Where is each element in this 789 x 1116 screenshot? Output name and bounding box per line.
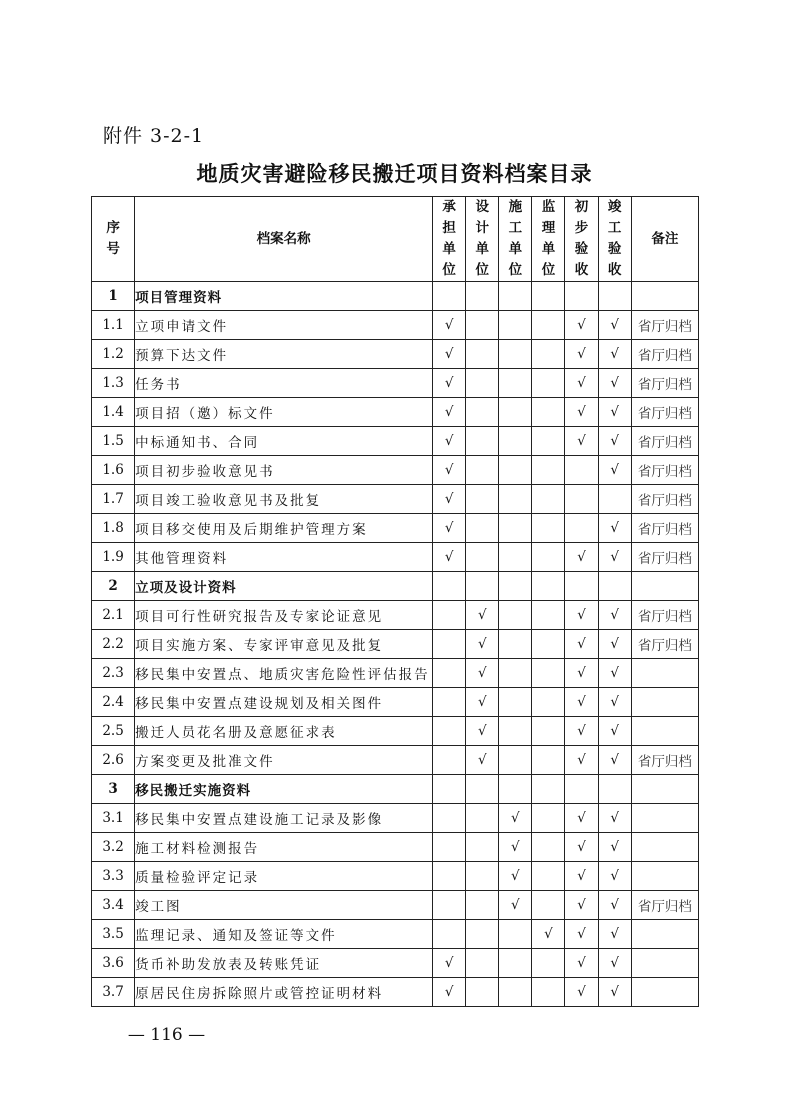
- check-cell: √: [565, 949, 598, 978]
- check-cell: √: [565, 601, 598, 630]
- archive-name: 项目移交使用及后期维护管理方案: [135, 514, 433, 543]
- archive-name: 原居民住房拆除照片或管控证明材料: [135, 978, 433, 1007]
- check-cell: [499, 369, 532, 398]
- check-cell: [433, 862, 466, 891]
- attachment-label: 附件 3-2-1: [103, 125, 205, 147]
- document-title: 地质灾害避险移民搬迁项目资料档案目录: [196, 161, 593, 186]
- check-cell: √: [598, 978, 631, 1007]
- note-cell: 省厅归档: [631, 601, 698, 630]
- row-number: 1.8: [92, 514, 135, 543]
- check-cell: √: [598, 862, 631, 891]
- archive-name: 项目实施方案、专家评审意见及批复: [135, 630, 433, 659]
- check-cell: √: [499, 833, 532, 862]
- check-cell: √: [598, 311, 631, 340]
- check-cell: √: [565, 340, 598, 369]
- row-number: 1.7: [92, 485, 135, 514]
- archive-name: 项目初步验收意见书: [135, 456, 433, 485]
- archive-name: 预算下达文件: [135, 340, 433, 369]
- check-cell: [466, 427, 499, 456]
- check-cell: [499, 949, 532, 978]
- section-row: [92, 282, 699, 311]
- check-cell: [532, 572, 565, 601]
- check-cell: [565, 485, 598, 514]
- row-number: 2.5: [92, 717, 135, 746]
- table-row: [92, 311, 699, 340]
- check-cell: [433, 282, 466, 311]
- check-cell: [466, 456, 499, 485]
- section-row: [92, 572, 699, 601]
- header-construction-unit: 施工单位: [499, 197, 532, 282]
- check-cell: √: [532, 920, 565, 949]
- check-cell: [499, 340, 532, 369]
- check-cell: √: [466, 717, 499, 746]
- table-row: [92, 804, 699, 833]
- check-cell: √: [598, 920, 631, 949]
- archive-name: 中标通知书、合同: [135, 427, 433, 456]
- check-cell: [532, 427, 565, 456]
- note-cell: 省厅归档: [631, 543, 698, 572]
- table-row: [92, 601, 699, 630]
- archive-name: 搬迁人员花名册及意愿征求表: [135, 717, 433, 746]
- check-cell: √: [565, 804, 598, 833]
- check-cell: [466, 978, 499, 1007]
- check-cell: √: [565, 543, 598, 572]
- check-cell: [532, 543, 565, 572]
- check-cell: √: [565, 746, 598, 775]
- check-cell: √: [433, 427, 466, 456]
- check-cell: √: [598, 949, 631, 978]
- table-row: [92, 688, 699, 717]
- check-cell: √: [565, 833, 598, 862]
- header-supervision-unit: 监理单位: [532, 197, 565, 282]
- note-cell: 省厅归档: [631, 485, 698, 514]
- check-cell: √: [499, 862, 532, 891]
- check-cell: √: [499, 804, 532, 833]
- check-cell: √: [598, 746, 631, 775]
- check-cell: √: [598, 717, 631, 746]
- archive-name: 项目招（邀）标文件: [135, 398, 433, 427]
- check-cell: [499, 282, 532, 311]
- check-cell: [466, 282, 499, 311]
- check-cell: [532, 978, 565, 1007]
- check-cell: [499, 920, 532, 949]
- row-number: 3.4: [92, 891, 135, 920]
- row-number: 3.6: [92, 949, 135, 978]
- check-cell: √: [598, 427, 631, 456]
- archive-name: 货币补助发放表及转账凭证: [135, 949, 433, 978]
- check-cell: √: [433, 543, 466, 572]
- archive-name: 监理记录、通知及签证等文件: [135, 920, 433, 949]
- note-cell: [631, 572, 698, 601]
- table-row: [92, 833, 699, 862]
- archive-name: 方案变更及批准文件: [135, 746, 433, 775]
- check-cell: [466, 862, 499, 891]
- archive-name: 移民集中安置点、地质灾害危险性评估报告: [135, 659, 433, 688]
- check-cell: [466, 572, 499, 601]
- row-number: 2.1: [92, 601, 135, 630]
- note-cell: [631, 949, 698, 978]
- check-cell: [499, 398, 532, 427]
- archive-name: 任务书: [135, 369, 433, 398]
- archive-name: 质量检验评定记录: [135, 862, 433, 891]
- note-cell: [631, 978, 698, 1007]
- note-cell: [631, 833, 698, 862]
- table-row: [92, 920, 699, 949]
- archive-name: 移民集中安置点建设规划及相关图件: [135, 688, 433, 717]
- check-cell: [433, 775, 466, 804]
- check-cell: [532, 804, 565, 833]
- check-cell: √: [598, 543, 631, 572]
- check-cell: [499, 717, 532, 746]
- check-cell: [532, 775, 565, 804]
- check-cell: √: [433, 369, 466, 398]
- table-row: [92, 862, 699, 891]
- check-cell: [532, 485, 565, 514]
- header-preliminary-acceptance: 初步验收: [565, 197, 598, 282]
- section-row: [92, 775, 699, 804]
- header-name: 档案名称: [135, 197, 433, 282]
- table-row: [92, 369, 699, 398]
- table-row: [92, 891, 699, 920]
- check-cell: [466, 398, 499, 427]
- check-cell: [433, 920, 466, 949]
- note-cell: [631, 688, 698, 717]
- check-cell: √: [598, 340, 631, 369]
- check-cell: [598, 775, 631, 804]
- check-cell: √: [598, 398, 631, 427]
- check-cell: [532, 949, 565, 978]
- check-cell: √: [565, 891, 598, 920]
- check-cell: √: [565, 659, 598, 688]
- check-cell: [499, 601, 532, 630]
- row-number: 1.1: [92, 311, 135, 340]
- check-cell: [532, 862, 565, 891]
- check-cell: [466, 949, 499, 978]
- note-cell: 省厅归档: [631, 427, 698, 456]
- check-cell: [466, 543, 499, 572]
- check-cell: √: [433, 978, 466, 1007]
- table-row: [92, 630, 699, 659]
- check-cell: [532, 340, 565, 369]
- note-cell: [631, 920, 698, 949]
- archive-name: 移民集中安置点建设施工记录及影像: [135, 804, 433, 833]
- check-cell: [565, 514, 598, 543]
- check-cell: [466, 804, 499, 833]
- note-cell: [631, 862, 698, 891]
- row-number: 1.9: [92, 543, 135, 572]
- table-row: [92, 659, 699, 688]
- check-cell: √: [565, 398, 598, 427]
- row-number: 1.6: [92, 456, 135, 485]
- check-cell: [433, 746, 466, 775]
- check-cell: [532, 630, 565, 659]
- check-cell: [466, 311, 499, 340]
- note-cell: 省厅归档: [631, 398, 698, 427]
- check-cell: √: [565, 978, 598, 1007]
- check-cell: [499, 572, 532, 601]
- table-row: [92, 398, 699, 427]
- check-cell: √: [466, 630, 499, 659]
- check-cell: √: [598, 456, 631, 485]
- check-cell: √: [598, 369, 631, 398]
- table-row: [92, 340, 699, 369]
- check-cell: [532, 282, 565, 311]
- check-cell: [499, 485, 532, 514]
- section-title: 项目管理资料: [135, 282, 433, 311]
- check-cell: [433, 833, 466, 862]
- check-cell: √: [598, 514, 631, 543]
- check-cell: √: [598, 891, 631, 920]
- row-number: 2: [92, 572, 135, 601]
- check-cell: √: [598, 688, 631, 717]
- check-cell: [532, 514, 565, 543]
- check-cell: √: [466, 659, 499, 688]
- check-cell: [532, 311, 565, 340]
- check-cell: [499, 543, 532, 572]
- row-number: 3.3: [92, 862, 135, 891]
- check-cell: [598, 282, 631, 311]
- table-row: [92, 427, 699, 456]
- check-cell: [433, 659, 466, 688]
- header-note: 备注: [631, 197, 698, 282]
- check-cell: [532, 659, 565, 688]
- header-undertaking-unit: 承担单位: [433, 197, 466, 282]
- check-cell: [466, 920, 499, 949]
- row-number: 3.5: [92, 920, 135, 949]
- row-number: 1.2: [92, 340, 135, 369]
- check-cell: [466, 775, 499, 804]
- check-cell: √: [598, 601, 631, 630]
- table-row: [92, 949, 699, 978]
- check-cell: [466, 340, 499, 369]
- row-number: 1.5: [92, 427, 135, 456]
- note-cell: 省厅归档: [631, 891, 698, 920]
- check-cell: [433, 717, 466, 746]
- archive-name: 施工材料检测报告: [135, 833, 433, 862]
- check-cell: √: [565, 717, 598, 746]
- check-cell: √: [565, 862, 598, 891]
- check-cell: √: [433, 398, 466, 427]
- check-cell: [532, 833, 565, 862]
- check-cell: [499, 456, 532, 485]
- table-row: [92, 978, 699, 1007]
- check-cell: √: [565, 920, 598, 949]
- check-cell: [466, 891, 499, 920]
- check-cell: [598, 572, 631, 601]
- note-cell: 省厅归档: [631, 369, 698, 398]
- table-row: [92, 746, 699, 775]
- row-number: 1: [92, 282, 135, 311]
- archive-name: 竣工图: [135, 891, 433, 920]
- check-cell: √: [466, 601, 499, 630]
- check-cell: √: [598, 630, 631, 659]
- check-cell: [433, 572, 466, 601]
- check-cell: [466, 833, 499, 862]
- row-number: 1.3: [92, 369, 135, 398]
- check-cell: [466, 485, 499, 514]
- row-number: 3.2: [92, 833, 135, 862]
- note-cell: [631, 659, 698, 688]
- archive-name: 项目可行性研究报告及专家论证意见: [135, 601, 433, 630]
- row-number: 2.4: [92, 688, 135, 717]
- note-cell: 省厅归档: [631, 340, 698, 369]
- check-cell: √: [565, 688, 598, 717]
- note-cell: 省厅归档: [631, 630, 698, 659]
- check-cell: √: [598, 659, 631, 688]
- note-cell: [631, 804, 698, 833]
- check-cell: √: [433, 340, 466, 369]
- row-number: 2.3: [92, 659, 135, 688]
- header-design-unit: 设计单位: [466, 197, 499, 282]
- check-cell: √: [565, 427, 598, 456]
- check-cell: [499, 746, 532, 775]
- note-cell: [631, 775, 698, 804]
- table-row: [92, 717, 699, 746]
- check-cell: √: [565, 630, 598, 659]
- row-number: 3.7: [92, 978, 135, 1007]
- table-row: [92, 514, 699, 543]
- header-completion-acceptance: 竣工验收: [598, 197, 631, 282]
- header-seq: 序号: [92, 197, 135, 282]
- note-cell: 省厅归档: [631, 746, 698, 775]
- archive-name: 其他管理资料: [135, 543, 433, 572]
- check-cell: [565, 572, 598, 601]
- check-cell: [532, 746, 565, 775]
- archive-name: 立项申请文件: [135, 311, 433, 340]
- check-cell: [565, 775, 598, 804]
- check-cell: [499, 659, 532, 688]
- archive-catalog-table: [91, 196, 699, 1007]
- check-cell: [433, 804, 466, 833]
- row-number: 3: [92, 775, 135, 804]
- check-cell: [466, 514, 499, 543]
- check-cell: [532, 717, 565, 746]
- row-number: 2.6: [92, 746, 135, 775]
- row-number: 3.1: [92, 804, 135, 833]
- note-cell: 省厅归档: [631, 514, 698, 543]
- note-cell: [631, 282, 698, 311]
- check-cell: [433, 891, 466, 920]
- table-row: [92, 456, 699, 485]
- check-cell: [565, 282, 598, 311]
- check-cell: [565, 456, 598, 485]
- check-cell: [532, 688, 565, 717]
- row-number: 1.4: [92, 398, 135, 427]
- note-cell: 省厅归档: [631, 456, 698, 485]
- check-cell: [499, 775, 532, 804]
- check-cell: √: [433, 311, 466, 340]
- check-cell: [499, 630, 532, 659]
- check-cell: √: [565, 369, 598, 398]
- note-cell: 省厅归档: [631, 311, 698, 340]
- check-cell: [532, 398, 565, 427]
- check-cell: [433, 630, 466, 659]
- check-cell: [499, 688, 532, 717]
- check-cell: [433, 688, 466, 717]
- check-cell: √: [598, 804, 631, 833]
- check-cell: √: [433, 949, 466, 978]
- check-cell: [532, 456, 565, 485]
- check-cell: √: [466, 688, 499, 717]
- check-cell: [532, 891, 565, 920]
- check-cell: √: [565, 311, 598, 340]
- check-cell: √: [598, 833, 631, 862]
- check-cell: [499, 514, 532, 543]
- check-cell: √: [433, 514, 466, 543]
- table-row: [92, 543, 699, 572]
- check-cell: [499, 978, 532, 1007]
- archive-name: 项目竣工验收意见书及批复: [135, 485, 433, 514]
- check-cell: √: [433, 485, 466, 514]
- check-cell: √: [466, 746, 499, 775]
- section-title: 立项及设计资料: [135, 572, 433, 601]
- note-cell: [631, 717, 698, 746]
- table-row: [92, 485, 699, 514]
- section-title: 移民搬迁实施资料: [135, 775, 433, 804]
- table-header-row: [92, 197, 699, 282]
- check-cell: [466, 369, 499, 398]
- check-cell: [499, 427, 532, 456]
- check-cell: [532, 369, 565, 398]
- check-cell: [433, 601, 466, 630]
- check-cell: √: [499, 891, 532, 920]
- check-cell: [499, 311, 532, 340]
- page-number: — 116 —: [127, 1025, 206, 1045]
- row-number: 2.2: [92, 630, 135, 659]
- check-cell: [532, 601, 565, 630]
- check-cell: √: [433, 456, 466, 485]
- check-cell: [598, 485, 631, 514]
